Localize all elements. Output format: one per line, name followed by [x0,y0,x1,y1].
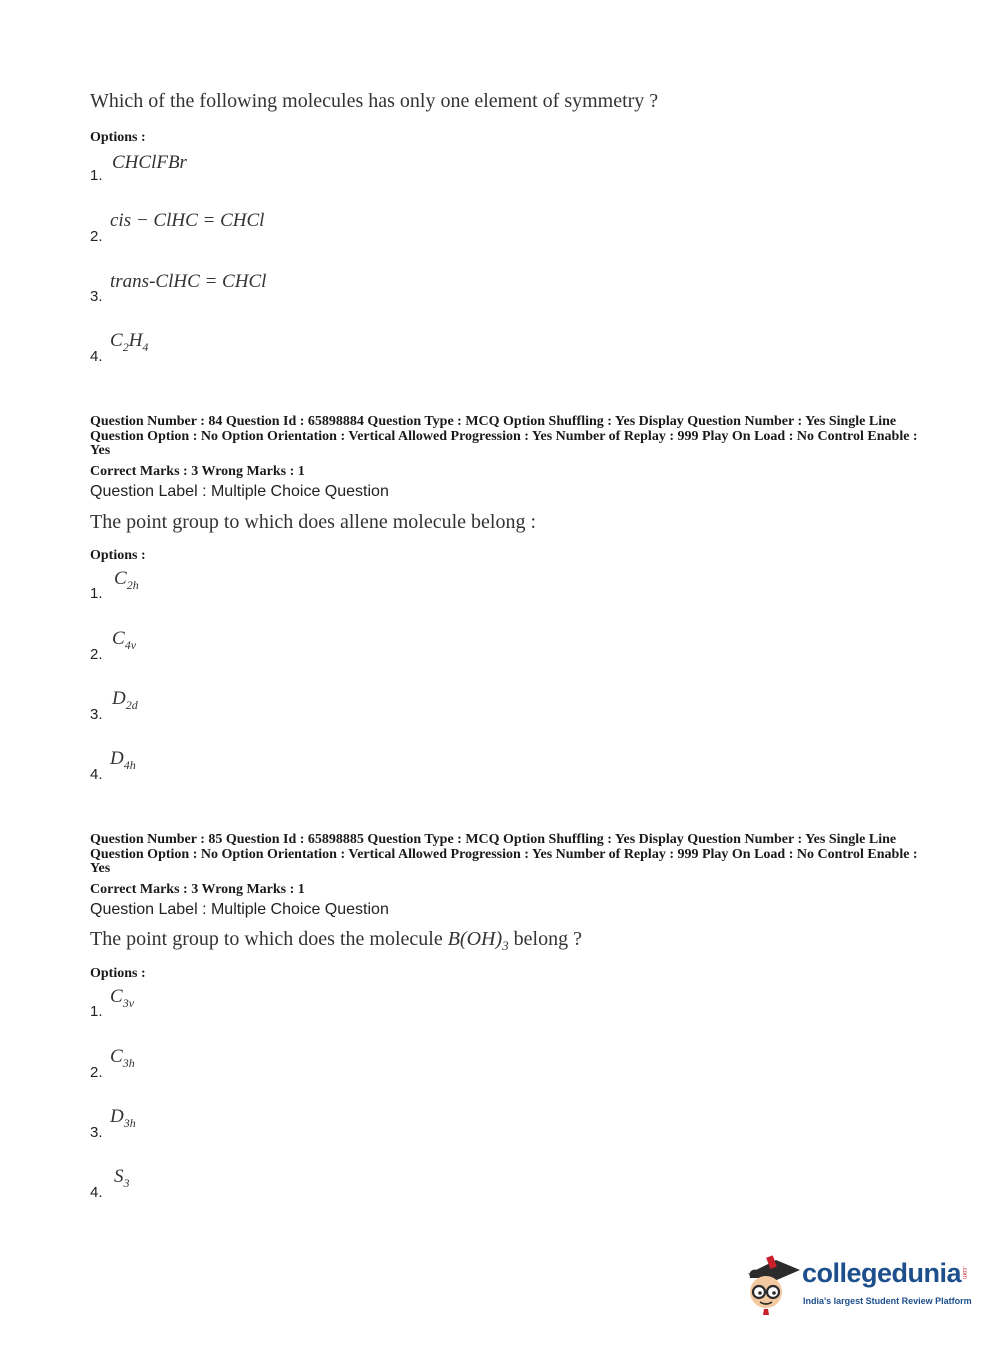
q83-option-4-sub2: 4 [142,339,149,354]
q84-option-1-sub: 2h [126,577,139,592]
question-84-meta: Question Number : 84 Question Id : 65898884 Question Type : MCQ Option Shuffling : Yes Display Question Number : Yes Single Line Question Option : No Option Orientation : Vertical Allowed Progression : Yes Number of Replay : 999 Play On Load : No Control Enable : Yes [90,414,918,458]
q84-option-2-number: 2. [90,646,103,663]
q84-option-3-base: D [112,688,126,709]
q83-option-1-number: 1. [90,167,103,184]
q84-option-1-base: C [114,568,127,589]
question-83-text: Which of the following molecules has only one element of symmetry ? [90,90,659,112]
collegedunia-wordmark: collegedunia [802,1258,962,1288]
q84-option-2-base: C [112,628,125,649]
q85-option-3-base: D [110,1106,124,1127]
q84-option-2-sub: 4v [124,637,137,652]
q85-option-2-formula [110,1046,135,1071]
question-83-options-label: Options : [90,130,146,145]
q85-option-2-base: C [110,1046,123,1067]
q83-option-4-mid: H [128,330,143,351]
q83-option-2-text: cis − ClHC = CHCl [110,210,265,231]
q85-option-3-number: 3. [90,1124,103,1141]
q85-option-1-base: C [110,986,123,1007]
question-85-text-prefix: The point group to which does the molecule [90,928,443,950]
q84-option-4-base: D [110,748,124,769]
q84-option-3-sub: 2d [125,697,138,712]
question-85-formula-base: B(OH) [447,928,503,950]
q83-option-4-base: C [110,330,123,351]
q84-option-4-formula [110,748,136,773]
q85-option-1-number: 1. [90,1003,103,1020]
question-85-label: Question Label : Multiple Choice Question [90,901,389,918]
q83-option-3-number: 3. [90,288,103,305]
q85-option-1-formula [110,986,134,1011]
q83-option-4-formula [110,330,148,355]
question-85-text-suffix: belong ? [513,928,582,950]
q84-option-1-number: 1. [90,585,103,602]
q83-option-4-sub1: 2 [122,339,129,354]
q85-option-3-sub: 3h [123,1115,136,1130]
question-85-formula [447,928,509,953]
q84-option-3-formula [112,688,138,713]
collegedunia-logo [742,1252,972,1316]
q85-option-4-base: S [114,1166,124,1187]
q85-option-2-sub: 3h [122,1055,135,1070]
q85-option-4-formula [114,1166,130,1191]
question-84-label: Question Label : Multiple Choice Question [90,483,389,500]
q84-option-4-sub: 4h [123,757,136,772]
question-85-text [90,928,582,954]
mascot-icon [742,1252,802,1316]
q83-option-3-text: trans-ClHC = CHCl [110,271,267,292]
question-84-text: The point group to which does allene molecule belong : [90,511,536,533]
q84-option-1-formula [114,568,139,593]
collegedunia-tagline: India's largest Student Review Platform [803,1296,972,1306]
question-85-formula-sub: 3 [502,938,509,953]
question-85-options-label: Options : [90,966,146,981]
collegedunia-com: .com [961,1266,967,1280]
q85-option-3-formula [110,1106,136,1131]
q84-option-3-number: 3. [90,706,103,723]
q85-option-2-number: 2. [90,1064,103,1081]
question-84-options-label: Options : [90,548,146,563]
question-85-meta: Question Number : 85 Question Id : 65898885 Question Type : MCQ Option Shuffling : Yes Display Question Number : Yes Single Line Question Option : No Option Orientation : Vertical Allowed Progression : Yes Number of Replay : 999 Play On Load : No Control Enable : Yes [90,832,918,876]
q85-option-1-sub: 3v [122,995,135,1010]
question-84-marks: Correct Marks : 3 Wrong Marks : 1 [90,464,305,479]
q83-option-4-number: 4. [90,348,103,365]
question-85-marks: Correct Marks : 3 Wrong Marks : 1 [90,882,305,897]
q83-option-1-text: CHClFBr [112,152,187,173]
q85-option-4-number: 4. [90,1184,103,1201]
q85-option-4-sub: 3 [123,1175,130,1190]
q84-option-4-number: 4. [90,766,103,783]
q84-option-2-formula [112,628,136,653]
q83-option-2-number: 2. [90,228,103,245]
